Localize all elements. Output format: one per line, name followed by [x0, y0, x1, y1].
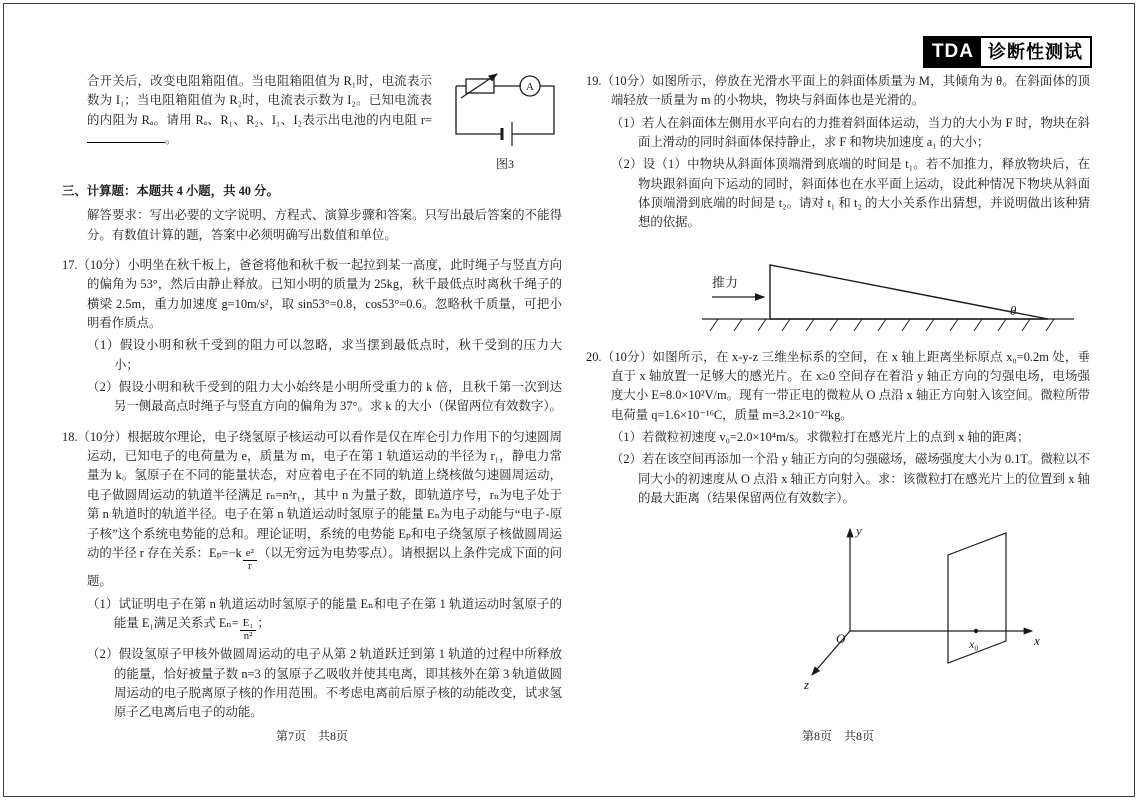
- page-7-footer: 第7页 共8页: [275, 729, 348, 743]
- x0-point: [974, 628, 978, 632]
- circuit-figure: [448, 72, 562, 174]
- question-20: [586, 348, 1090, 713]
- figure3-caption: 图3: [495, 157, 514, 171]
- theta-label: θ: [1010, 302, 1017, 318]
- page-8-footer: 第8页 共8页: [801, 729, 874, 743]
- ammeter-label: A: [526, 81, 534, 93]
- tda-logo: [923, 36, 1092, 68]
- fraction-e2-over-r: [243, 548, 257, 572]
- x0-label: x₀: [969, 636, 979, 651]
- fraction-denominator: n²: [240, 630, 257, 643]
- fraction-numerator: e²: [245, 547, 254, 560]
- answer-blank: [87, 130, 165, 143]
- q18-item1-text-after: ；: [257, 615, 270, 630]
- q16-continuation-block: [62, 72, 562, 174]
- q16-continuation-text: [87, 72, 432, 149]
- question-18: [62, 428, 562, 723]
- answer-requirements: 解答要求：写出必要的文字说明、方程式、演算步骤和答案。只写出最后答案的不能得分。有数值计算的题，答案中必须明确写出数值和单位。: [87, 208, 562, 242]
- q19-item-2: （2）设（1）中物块从斜面体顶端滑到底端的时间是 t₁。若不加推力，释放物块后，在物块跟斜面向下运动的同时，斜面体也在水平面上运动，设此种情况下物块从斜面体顶端滑到底端的时间是 t₂。请对 t₁ 和 t₂ 的大小关系作出猜想，并说明做出该种猜想的依据。: [611, 157, 1090, 230]
- question-19: [586, 72, 1090, 337]
- q20-body: 20.（10分）如图所示，在 x-y-z 三维坐标系的空间，在 x 轴上距离坐标原点 x₀=0.2m 处，垂直于 x 轴放置一足够大的感光片。在 x≥0 空间存在着沿 y 轴正方向的匀强电场，电场强度大小 E=8.0×10²V/m。现有一带正电的微粒从 O 点沿 x 轴正方向射入该空间。微粒所带电荷量 q=1.6×10⁻¹⁶C，质量 m=3.2×10⁻²²kg。: [586, 349, 1090, 422]
- q18-body-text-after: （以无穷远为电势零点）。请根据以上条件完成下面的问题。: [87, 545, 562, 589]
- incline-triangle: [770, 265, 1048, 319]
- page-8-column: [586, 72, 1090, 713]
- incline-figure-svg: [698, 241, 1078, 337]
- incline-figure: [698, 241, 1090, 337]
- q17-item-2: （2）假设小明和秋千受到的阻力大小始终是小明所受重力的 k 倍，且秋千第一次到达另一侧最高点时绳子与竖直方向的偏角为 37°。求 k 的大小（保留两位有效数字）。: [87, 380, 562, 414]
- q18-item-1: [87, 595, 562, 643]
- q17-item-1: （1）假设小明和秋千受到的阻力可以忽略，求当摆到最低点时，秋千受到的压力大小；: [87, 338, 562, 372]
- q18-body-text: 18.（10分）根据玻尔理论，电子绕氢原子核运动可以看作是仅在库仑引力作用下的匀速圆周运动，已知电子的电荷量为 e，质量为 m，电子在第 1 轨道运动的半径为 r₁，静电力常量为 k。氢原子在不同的能量状态，对应着电子在不同的轨道上绕核做匀速圆周运动，电子做圆周运动的轨道半径满足 rₙ=n²r₁，其中 n 为量子数，即轨道序号，rₙ为电子处于第 n 轨道时的轨道半径。电子在第 n 轨道运动时氢原子的能量 Eₙ为电子动能与“电子-原子核”这个系统电势能的总和。理论证明，系统的电势能 Eₚ和电子绕氢原子核做圆周运动的半径 r 存在关系：Eₚ=−k: [62, 429, 562, 560]
- section-3-title: 三、计算题：本题共 4 小题，共 40 分。: [62, 184, 279, 198]
- q20-item-1: （1）若微粒初速度 v₀=2.0×10⁴m/s。求微粒打在感光片上的点到 x 轴的距离；: [611, 430, 1030, 445]
- push-force-label: 推力: [712, 274, 739, 290]
- y-axis-label: y: [856, 522, 862, 538]
- x-axis-label: x: [1034, 632, 1040, 648]
- fraction-numerator: E₁: [242, 617, 254, 630]
- z-axis-label: z: [804, 676, 810, 692]
- circuit-figure-svg: [448, 72, 562, 154]
- page-7-column: [62, 72, 562, 723]
- q18-body: [62, 428, 562, 592]
- q18-item1-text: （1）试证明电子在第 n 轨道运动时氢原子的能量 Eₙ和电子在第 1 轨道运动时氢原子的能量 E₁满足关系式 Eₙ=: [87, 596, 562, 630]
- question-17: [62, 256, 562, 417]
- q16-text-after-blank: 。: [165, 132, 178, 147]
- q16-text-before-blank: 合开关后，改变电阻箱阻值。当电阻箱阻值为 R₁时，电流表示数为 I₁；当电阻箱阻值为 R₂时，电流表示数为 I₂。已知电流表的内阻为 Rₐ。请用 Rₐ、R₁、R₂、I₁、I₂表示出电池的内电阻 r=: [87, 74, 432, 127]
- ground-hatching: [710, 319, 1054, 331]
- q18-item-2: （2）假设氢原子甲核外做圆周运动的电子从第 2 轨道跃迁到第 1 轨道的过程中所释放的能量，恰好被量子数 n=3 的氢原子乙吸收并使其电离，即其核外在第 3 轨道做圆周运动的电子脱离原子核的作用范围。不考虑电离前后原子核的动能改变，试求氢原子乙电离后电子的动能。: [87, 647, 562, 720]
- tda-logo-text: 诊断性测试: [988, 42, 1083, 62]
- coordinate-figure: [798, 513, 1090, 713]
- tda-logo-mark: TDA: [925, 38, 981, 66]
- fraction-e1-over-n2: [240, 618, 257, 642]
- q19-body: 19.（10分）如图所示，停放在光滑水平面上的斜面体质量为 M，其倾角为 θ。在斜面体的顶端轻放一质量为 m 的小物块，物块与斜面体也是光滑的。: [586, 74, 1090, 108]
- q19-item-1: （1）若人在斜面体左侧用水平向右的力推着斜面体运动，当力的大小为 F 时，物块在斜面上滑动的同时斜面体保持静止，求 F 和物块加速度 a₁ 的大小；: [611, 115, 1090, 150]
- q20-item-2: （2）若在该空间再添加一个沿 y 轴正方向的匀强磁场，磁场强度大小为 0.1T。微粒以不同大小的初速度从 O 点沿 x 轴正方向射入。求：该微粒打在感光片上的位置到 x 轴的最大距离（结果保留两位有效数字）。: [611, 452, 1090, 506]
- origin-label: O: [836, 630, 846, 646]
- coordinate-figure-svg: [798, 513, 1048, 713]
- q17-body: 17.（10分）小明坐在秋千板上，爸爸将他和秋千板一起拉到某一高度，此时绳子与竖直方向的偏角为 53°，然后由静止释放。已知小明的质量为 25kg，秋千最低点时离秋千绳子的横梁 2.5m，重力加速度 g=10m/s²，取 sin53°=0.8，cos53°=0.6。忽略秋千质量，可把小明看作质点。: [62, 258, 562, 331]
- fraction-denominator: r: [243, 560, 257, 573]
